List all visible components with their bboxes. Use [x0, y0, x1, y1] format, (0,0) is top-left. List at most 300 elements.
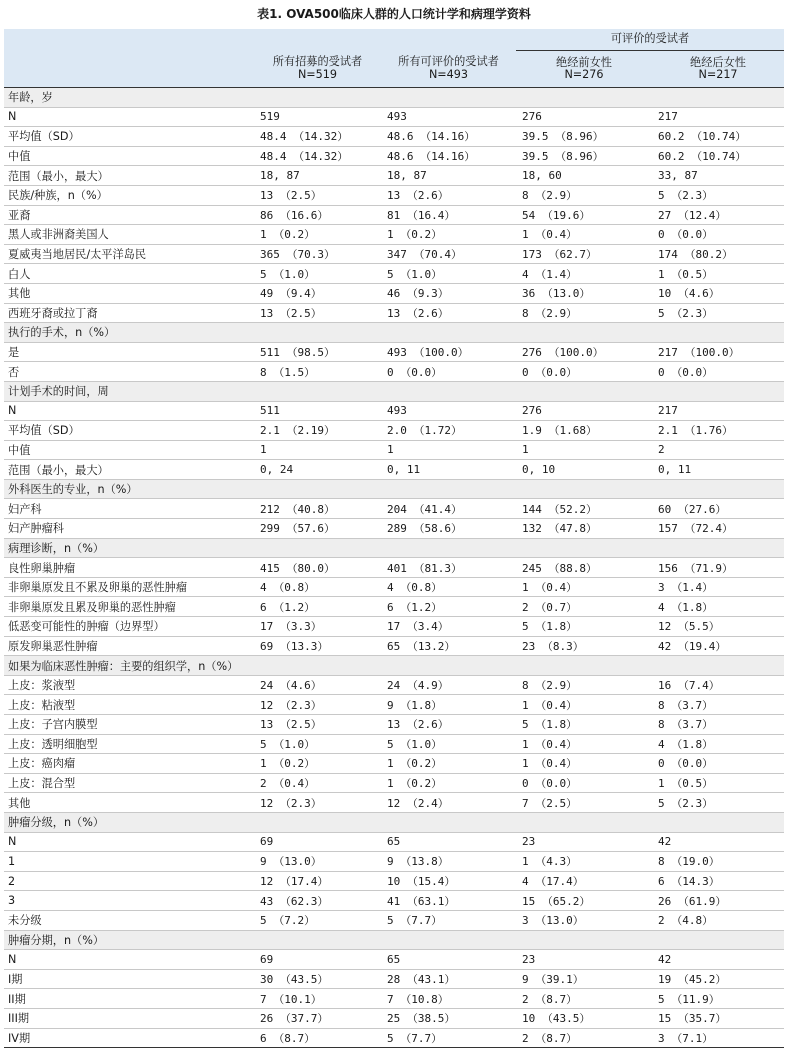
table-row	[4, 460, 784, 480]
cell-value: 43 （62.3）	[254, 891, 381, 911]
table-row	[4, 695, 784, 715]
table-row	[4, 283, 784, 303]
cell-value: 204 （41.4）	[381, 499, 516, 519]
cell-value	[516, 538, 652, 558]
cell-value: 25 （38.5）	[381, 1008, 516, 1028]
table-header	[4, 29, 784, 88]
cell-value	[254, 88, 381, 108]
cell-value: 24 （4.6）	[254, 675, 381, 695]
cell-value: 13 （2.5）	[254, 303, 381, 323]
header-column	[254, 51, 381, 88]
cell-value	[254, 812, 381, 832]
section-header-row	[4, 479, 784, 499]
cell-value: 1.9 （1.68）	[516, 421, 652, 441]
cell-value: 27 （12.4）	[652, 205, 784, 225]
cell-value: 12 （2.3）	[254, 793, 381, 813]
column-name: 绝经前女性	[556, 55, 612, 69]
cell-value: 4 （1.8）	[652, 597, 784, 617]
cell-value: 5 （7.7）	[381, 1028, 516, 1048]
cell-value: 65	[381, 832, 516, 852]
row-label: 其他	[4, 793, 254, 813]
cell-value: 8 （3.7）	[652, 715, 784, 735]
column-name: 所有可评价的受试者	[398, 55, 499, 69]
column-n: N=276	[564, 68, 604, 81]
cell-value: 3 （13.0）	[516, 910, 652, 930]
cell-value: 0 （0.0）	[652, 362, 784, 382]
cell-value: 2 （0.4）	[254, 773, 381, 793]
cell-value	[254, 381, 381, 401]
cell-value: 42	[652, 950, 784, 970]
cell-value: 365 （70.3）	[254, 244, 381, 264]
header-blank	[254, 29, 381, 51]
cell-value: 2 （0.7）	[516, 597, 652, 617]
cell-value: 33, 87	[652, 166, 784, 186]
cell-value: 5 （1.8）	[516, 715, 652, 735]
cell-value: 69	[254, 832, 381, 852]
table-row	[4, 852, 784, 872]
cell-value: 39.5 （8.96）	[516, 146, 652, 166]
cell-value: 1	[254, 440, 381, 460]
cell-value: 0, 11	[381, 460, 516, 480]
cell-value: 69 （13.3）	[254, 636, 381, 656]
cell-value: 6 （14.3）	[652, 871, 784, 891]
table-row	[4, 146, 784, 166]
table-row	[4, 185, 784, 205]
row-label: 妇产科	[4, 499, 254, 519]
header-blank	[4, 51, 254, 88]
table-row	[4, 891, 784, 911]
cell-value: 0 （0.0）	[516, 362, 652, 382]
row-label: 中值	[4, 440, 254, 460]
row-label: III期	[4, 1008, 254, 1028]
cell-value	[652, 479, 784, 499]
cell-value: 1 （0.4）	[516, 577, 652, 597]
cell-value: 156 （71.9）	[652, 558, 784, 578]
cell-value: 0 （0.0）	[652, 225, 784, 245]
row-label: 良性卵巢肿瘤	[4, 558, 254, 578]
row-label: 上皮：癌肉瘤	[4, 754, 254, 774]
cell-value: 5 （1.0）	[381, 734, 516, 754]
cell-value: 5 （7.2）	[254, 910, 381, 930]
cell-value: 8 （1.5）	[254, 362, 381, 382]
row-label: 妇产肿瘤科	[4, 519, 254, 539]
cell-value: 7 （2.5）	[516, 793, 652, 813]
row-label: 如果为临床恶性肿瘤：主要的组织学，n（%）	[4, 656, 254, 676]
row-label: 低恶变可能性的肿瘤（边界型）	[4, 617, 254, 637]
row-label: 是	[4, 342, 254, 362]
cell-value: 1 （0.4）	[516, 225, 652, 245]
cell-value: 23	[516, 832, 652, 852]
table-row	[4, 264, 784, 284]
cell-value: 157 （72.4）	[652, 519, 784, 539]
table-row	[4, 440, 784, 460]
section-header-row	[4, 538, 784, 558]
cell-value: 60.2 （10.74）	[652, 146, 784, 166]
cell-value: 493	[381, 401, 516, 421]
section-header-row	[4, 930, 784, 950]
cell-value: 5 （11.9）	[652, 989, 784, 1009]
cell-value: 3 （7.1）	[652, 1028, 784, 1048]
cell-value: 347 （70.4）	[381, 244, 516, 264]
table-row	[4, 715, 784, 735]
cell-value: 8 （2.9）	[516, 185, 652, 205]
cell-value	[652, 381, 784, 401]
cell-value	[381, 88, 516, 108]
cell-value: 60.2 （10.74）	[652, 127, 784, 147]
cell-value	[254, 656, 381, 676]
table-row	[4, 401, 784, 421]
table-row	[4, 1028, 784, 1048]
cell-value: 49 （9.4）	[254, 283, 381, 303]
section-header-row	[4, 656, 784, 676]
column-n: N=519	[297, 67, 338, 81]
row-label: 上皮：浆液型	[4, 675, 254, 695]
cell-value: 10 （4.6）	[652, 283, 784, 303]
cell-value: 3 （1.4）	[652, 577, 784, 597]
cell-value: 16 （7.4）	[652, 675, 784, 695]
cell-value: 10 （43.5）	[516, 1008, 652, 1028]
row-label: 范围（最小，最大）	[4, 460, 254, 480]
column-n: N=217	[698, 68, 738, 81]
column-name: 所有招募的受试者	[272, 55, 363, 69]
cell-value: 5 （2.3）	[652, 793, 784, 813]
cell-value: 6 （8.7）	[254, 1028, 381, 1048]
row-label: 上皮：粘液型	[4, 695, 254, 715]
cell-value: 8 （2.9）	[516, 675, 652, 695]
cell-value: 46 （9.3）	[381, 283, 516, 303]
cell-value	[381, 538, 516, 558]
column-n: N=493	[428, 67, 469, 81]
row-label: 中值	[4, 146, 254, 166]
cell-value: 1 （0.5）	[652, 264, 784, 284]
cell-value: 10 （15.4）	[381, 871, 516, 891]
cell-value: 7 （10.8）	[381, 989, 516, 1009]
cell-value	[254, 479, 381, 499]
cell-value: 4 （17.4）	[516, 871, 652, 891]
cell-value: 23 （8.3）	[516, 636, 652, 656]
cell-value: 2.0 （1.72）	[381, 421, 516, 441]
cell-value: 276	[516, 107, 652, 127]
section-header-row	[4, 323, 784, 343]
cell-value	[652, 323, 784, 343]
cell-value: 86 （16.6）	[254, 205, 381, 225]
cell-value: 13 （2.5）	[254, 185, 381, 205]
cell-value: 5 （1.0）	[254, 264, 381, 284]
cell-value: 245 （88.8）	[516, 558, 652, 578]
cell-value: 15 （35.7）	[652, 1008, 784, 1028]
cell-value: 7 （10.1）	[254, 989, 381, 1009]
cell-value: 217	[652, 401, 784, 421]
cell-value: 39.5 （8.96）	[516, 127, 652, 147]
row-label: 外科医生的专业，n（%）	[4, 479, 254, 499]
section-header-row	[4, 88, 784, 108]
cell-value: 0 （0.0）	[516, 773, 652, 793]
cell-value: 8 （2.9）	[516, 303, 652, 323]
table-row	[4, 1008, 784, 1028]
cell-value: 12 （2.4）	[381, 793, 516, 813]
cell-value: 65	[381, 950, 516, 970]
row-label: 西班牙裔或拉丁裔	[4, 303, 254, 323]
row-label: 平均值（SD）	[4, 421, 254, 441]
row-label: 肿瘤分级，n（%）	[4, 812, 254, 832]
cell-value: 18, 60	[516, 166, 652, 186]
cell-value: 1 （4.3）	[516, 852, 652, 872]
row-label: 平均值（SD）	[4, 127, 254, 147]
cell-value: 0, 11	[652, 460, 784, 480]
cell-value: 48.4 （14.32）	[254, 127, 381, 147]
table-row	[4, 558, 784, 578]
cell-value: 4 （0.8）	[381, 577, 516, 597]
cell-value: 217 （100.0）	[652, 342, 784, 362]
table-row	[4, 107, 784, 127]
cell-value: 8 （19.0）	[652, 852, 784, 872]
row-label: 年龄，岁	[4, 88, 254, 108]
row-label: 白人	[4, 264, 254, 284]
cell-value: 18, 87	[254, 166, 381, 186]
cell-value: 511	[254, 401, 381, 421]
cell-value: 1 （0.4）	[516, 734, 652, 754]
row-label: 计划手术的时间，周	[4, 381, 254, 401]
row-label: N	[4, 401, 254, 421]
cell-value	[516, 88, 652, 108]
table-row	[4, 519, 784, 539]
cell-value: 2 （4.8）	[652, 910, 784, 930]
table-row	[4, 734, 784, 754]
table-row	[4, 303, 784, 323]
table-row	[4, 969, 784, 989]
cell-value	[381, 381, 516, 401]
cell-value	[516, 930, 652, 950]
cell-value: 13 （2.6）	[381, 185, 516, 205]
row-label: 否	[4, 362, 254, 382]
cell-value: 2 （8.7）	[516, 989, 652, 1009]
cell-value: 493 （100.0）	[381, 342, 516, 362]
table-row	[4, 225, 784, 245]
header-column	[652, 51, 784, 88]
cell-value: 9 （13.0）	[254, 852, 381, 872]
cell-value: 8 （3.7）	[652, 695, 784, 715]
cell-value: 5 （2.3）	[652, 303, 784, 323]
cell-value: 276 （100.0）	[516, 342, 652, 362]
cell-value: 17 （3.3）	[254, 617, 381, 637]
cell-value	[381, 479, 516, 499]
cell-value	[381, 323, 516, 343]
table-row	[4, 577, 784, 597]
table-row	[4, 675, 784, 695]
cell-value: 13 （2.6）	[381, 303, 516, 323]
cell-value: 4 （1.4）	[516, 264, 652, 284]
row-label: 上皮：透明细胞型	[4, 734, 254, 754]
cell-value: 415 （80.0）	[254, 558, 381, 578]
row-label: 黑人或非洲裔美国人	[4, 225, 254, 245]
row-label: N	[4, 950, 254, 970]
cell-value: 12 （5.5）	[652, 617, 784, 637]
cell-value: 26 （61.9）	[652, 891, 784, 911]
cell-value: 24 （4.9）	[381, 675, 516, 695]
row-label: 未分级	[4, 910, 254, 930]
row-label: 原发卵巢恶性肿瘤	[4, 636, 254, 656]
cell-value: 299 （57.6）	[254, 519, 381, 539]
row-label: 非卵巢原发且累及卵巢的恶性肿瘤	[4, 597, 254, 617]
cell-value: 18, 87	[381, 166, 516, 186]
cell-value: 13 （2.6）	[381, 715, 516, 735]
table-row	[4, 871, 784, 891]
table-row	[4, 127, 784, 147]
cell-value: 42	[652, 832, 784, 852]
cell-value: 36 （13.0）	[516, 283, 652, 303]
cell-value	[652, 88, 784, 108]
cell-value	[381, 656, 516, 676]
row-label: 上皮：子宫内膜型	[4, 715, 254, 735]
cell-value: 5 （1.0）	[381, 264, 516, 284]
row-label: I期	[4, 969, 254, 989]
cell-value: 511 （98.5）	[254, 342, 381, 362]
cell-value: 0, 24	[254, 460, 381, 480]
cell-value: 132 （47.8）	[516, 519, 652, 539]
cell-value: 289 （58.6）	[381, 519, 516, 539]
header-column	[381, 51, 516, 88]
cell-value: 9 （39.1）	[516, 969, 652, 989]
cell-value: 23	[516, 950, 652, 970]
table-title: 表1. OVA500临床人群的人口统计学和病理学资料	[257, 7, 531, 21]
cell-value	[652, 812, 784, 832]
table-row	[4, 754, 784, 774]
cell-value	[516, 381, 652, 401]
cell-value: 4 （1.8）	[652, 734, 784, 754]
cell-value: 5 （7.7）	[381, 910, 516, 930]
cell-value: 2	[652, 440, 784, 460]
cell-value: 30 （43.5）	[254, 969, 381, 989]
cell-value: 13 （2.5）	[254, 715, 381, 735]
header-blank	[381, 29, 516, 51]
table-row	[4, 362, 784, 382]
cell-value: 12 （17.4）	[254, 871, 381, 891]
cell-value: 174 （80.2）	[652, 244, 784, 264]
cell-value	[254, 930, 381, 950]
row-label: 1	[4, 852, 254, 872]
cell-value: 0 （0.0）	[652, 754, 784, 774]
cell-value: 15 （65.2）	[516, 891, 652, 911]
cell-value: 69	[254, 950, 381, 970]
cell-value: 144 （52.2）	[516, 499, 652, 519]
row-label: II期	[4, 989, 254, 1009]
cell-value: 9 （1.8）	[381, 695, 516, 715]
row-label: 非卵巢原发且不累及卵巢的恶性肿瘤	[4, 577, 254, 597]
cell-value: 2.1 （2.19）	[254, 421, 381, 441]
row-label: 其他	[4, 283, 254, 303]
cell-value	[652, 930, 784, 950]
cell-value: 4 （0.8）	[254, 577, 381, 597]
cell-value: 12 （2.3）	[254, 695, 381, 715]
row-label: 病理诊断，n（%）	[4, 538, 254, 558]
table-row	[4, 166, 784, 186]
cell-value	[254, 323, 381, 343]
table-row	[4, 617, 784, 637]
table-row	[4, 793, 784, 813]
cell-value: 48.6 （14.16）	[381, 146, 516, 166]
cell-value: 6 （1.2）	[254, 597, 381, 617]
cell-value: 26 （37.7）	[254, 1008, 381, 1028]
section-header-row	[4, 812, 784, 832]
cell-value: 217	[652, 107, 784, 127]
header-group-label: 可评价的受试者	[516, 29, 784, 51]
row-label: 2	[4, 871, 254, 891]
column-name: 绝经后女性	[690, 55, 746, 69]
data-table	[4, 29, 784, 1048]
cell-value: 1 （0.2）	[254, 754, 381, 774]
row-label: 亚裔	[4, 205, 254, 225]
table-row	[4, 421, 784, 441]
header-blank	[4, 29, 254, 51]
table-row	[4, 597, 784, 617]
cell-value: 54 （19.6）	[516, 205, 652, 225]
cell-value: 1 （0.4）	[516, 754, 652, 774]
cell-value: 65 （13.2）	[381, 636, 516, 656]
cell-value: 276	[516, 401, 652, 421]
cell-value: 5 （1.0）	[254, 734, 381, 754]
cell-value: 2 （8.7）	[516, 1028, 652, 1048]
table-row	[4, 989, 784, 1009]
table-row	[4, 910, 784, 930]
cell-value: 1 （0.5）	[652, 773, 784, 793]
table-row	[4, 636, 784, 656]
row-label: IV期	[4, 1028, 254, 1048]
cell-value: 173 （62.7）	[516, 244, 652, 264]
table-row	[4, 832, 784, 852]
cell-value: 17 （3.4）	[381, 617, 516, 637]
cell-value	[516, 656, 652, 676]
cell-value: 9 （13.8）	[381, 852, 516, 872]
cell-value: 0, 10	[516, 460, 652, 480]
cell-value: 6 （1.2）	[381, 597, 516, 617]
cell-value: 48.4 （14.32）	[254, 146, 381, 166]
row-label: N	[4, 107, 254, 127]
cell-value: 0 （0.0）	[381, 362, 516, 382]
cell-value: 493	[381, 107, 516, 127]
section-header-row	[4, 381, 784, 401]
cell-value: 5 （2.3）	[652, 185, 784, 205]
row-label: 民族/种族，n（%）	[4, 185, 254, 205]
cell-value	[381, 930, 516, 950]
table-row	[4, 342, 784, 362]
table-row	[4, 499, 784, 519]
cell-value: 5 （1.8）	[516, 617, 652, 637]
row-label: 3	[4, 891, 254, 911]
cell-value: 1 （0.4）	[516, 695, 652, 715]
row-label: 肿瘤分期，n（%）	[4, 930, 254, 950]
cell-value: 42 （19.4）	[652, 636, 784, 656]
cell-value: 1 （0.2）	[254, 225, 381, 245]
row-label: 上皮：混合型	[4, 773, 254, 793]
row-label: 执行的手术，n（%）	[4, 323, 254, 343]
cell-value: 401 （81.3）	[381, 558, 516, 578]
cell-value: 1	[516, 440, 652, 460]
cell-value: 1 （0.2）	[381, 225, 516, 245]
cell-value	[254, 538, 381, 558]
cell-value: 1 （0.2）	[381, 773, 516, 793]
cell-value: 1 （0.2）	[381, 754, 516, 774]
cell-value	[516, 479, 652, 499]
cell-value	[516, 323, 652, 343]
cell-value: 41 （63.1）	[381, 891, 516, 911]
row-label: 夏威夷当地居民/太平洋岛民	[4, 244, 254, 264]
row-label: N	[4, 832, 254, 852]
cell-value	[652, 656, 784, 676]
cell-value: 60 （27.6）	[652, 499, 784, 519]
cell-value: 519	[254, 107, 381, 127]
cell-value: 48.6 （14.16）	[381, 127, 516, 147]
cell-value	[516, 812, 652, 832]
